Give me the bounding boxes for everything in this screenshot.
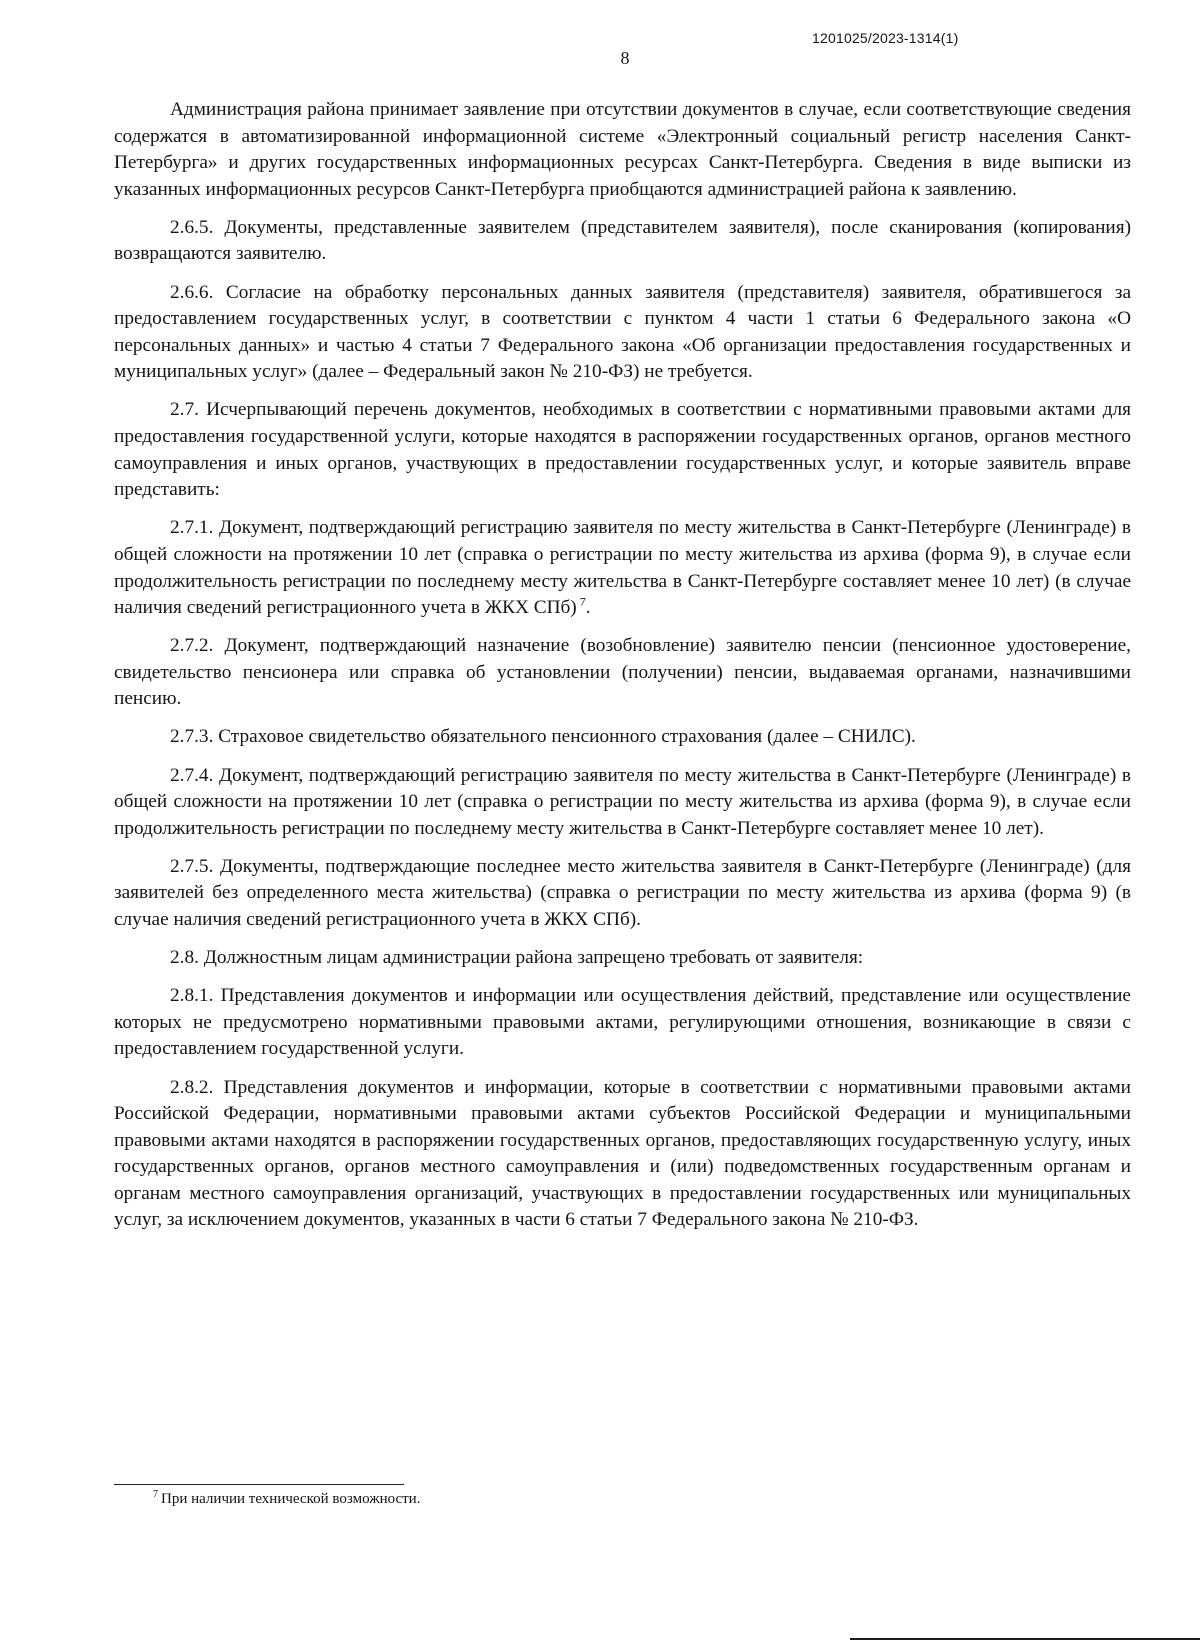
paragraph-2-7: 2.7. Исчерпывающий перечень документов, необходимых в соответствии с нормативными правовыми актами для предоставления государственной услуги, которые находятся в распоряжении государственных органов, органов местного самоуправления и иных органов, участвующих в предоставлении государственных услуг, и которые заявитель вправе представить: — [114, 399, 1131, 501]
paragraph-intro: Администрация района принимает заявление при отсутствии документов в случае, если соответствующие сведения содержатся в автоматизированной информационной системе «Электронный социальный регистр населения Санкт-Петербурга» и других государственных информационных ресурсах Санкт-Петербурга. Сведения в виде выписки из указанных информационных ресурсов Санкт-Петербурга приобщаются администрацией района к заявлению. — [114, 99, 1131, 200]
footnote-marker: 7 — [153, 1489, 158, 1500]
scan-edge-line — [850, 1638, 1200, 1640]
paragraph-2-7-1-text: 2.7.1. Документ, подтверждающий регистрацию заявителя по месту жительства в Санкт-Петербурге (Ленинграде) в общей сложности на протяжении 10 лет (справка о регистрации по месту жительства из архива (форма 9), в случае если продолжительность регистрации по последнему месту жительства в Санкт-Петербурге составляет менее 10 лет) (в случае наличия сведений регистрационного учета в ЖКХ СПб) — [114, 517, 1131, 619]
paragraph-2-7-3: 2.7.3. Страховое свидетельство обязательного пенсионного страхования (далее – СНИЛС). — [170, 726, 916, 748]
document-body — [114, 97, 1131, 1246]
footnote-text: При наличии технической возможности. — [161, 1491, 421, 1507]
page-number: 8 — [620, 48, 630, 68]
paragraph-2-8-1: 2.8.1. Представления документов и информации или осуществления действий, представление или осуществление которых не предусмотрено нормативными правовыми актами, регулирующими отношения, возникающие в связи с предоставлением государственной услуги. — [114, 985, 1131, 1060]
paragraph-2-7-5: 2.7.5. Документы, подтверждающие последнее место жительства заявителя в Санкт-Петербурге (Ленинграде) (для заявителей без определенного места жительства) (справка о регистрации по месту жительства из архива (форма 9) (в случае наличия сведений регистрационного учета в ЖКХ СПб). — [114, 855, 1131, 931]
paragraph-2-7-2: 2.7.2. Документ, подтверждающий назначение (возобновление) заявителю пенсии (пенсионное удостоверение, свидетельство пенсионера или справка об установлении (получении) пенсии, выдаваемая органами, назначившими пенсию. — [114, 635, 1131, 710]
paragraph-2-6-6: 2.6.6. Согласие на обработку персональных данных заявителя (представителя) заявителя, обратившегося за предоставлением государственных услуг, в соответствии с пунктом 4 части 1 статьи 6 Федерального закона «О персональных данных» и частью 4 статьи 7 Федерального закона «Об организации предоставления государственных и муниципальных услуг» (далее – Федеральный закон № 210-ФЗ) не требуется. — [114, 281, 1131, 383]
footnote-reference-tail: . — [585, 597, 591, 619]
paragraph-2-8: 2.8. Должностным лицам администрации района запрещено требовать от заявителя: — [170, 947, 864, 969]
footnote — [153, 1489, 420, 1508]
paragraph-2-7-1 — [114, 515, 1131, 621]
footnote-divider — [114, 1484, 404, 1485]
document-id: 1201025/2023-1314(1) — [812, 30, 959, 46]
paragraph-2-7-4: 2.7.4. Документ, подтверждающий регистрацию заявителя по месту жительства в Санкт-Петербурге (Ленинграде) в общей сложности на протяжении 10 лет (справка о регистрации по месту жительства из архива (форма 9), в случае если продолжительность регистрации по последнему месту жительства в Санкт-Петербурге составляет менее 10 лет). — [114, 764, 1131, 839]
paragraph-2-6-5: 2.6.5. Документы, представленные заявителем (представителем заявителя), после сканирования (копирования) возвращаются заявителю. — [114, 216, 1131, 265]
paragraph-2-8-2: 2.8.2. Представления документов и информации, которые в соответствии с нормативными правовыми актами Российской Федерации, нормативными правовыми актами субъектов Российской Федерации и муниципальными правовыми актами находятся в распоряжении государственных органов, предоставляющих государственную услугу, иных государственных органов, органов местного самоуправления и (или) подведомственных государственным органам и органам местного самоуправления организаций, участвующих в предоставлении государственных или муниципальных услуг, за исключением документов, указанных в части 6 статьи 7 Федерального закона № 210-ФЗ. — [114, 1076, 1131, 1231]
footnote-reference: 7 — [579, 594, 586, 609]
